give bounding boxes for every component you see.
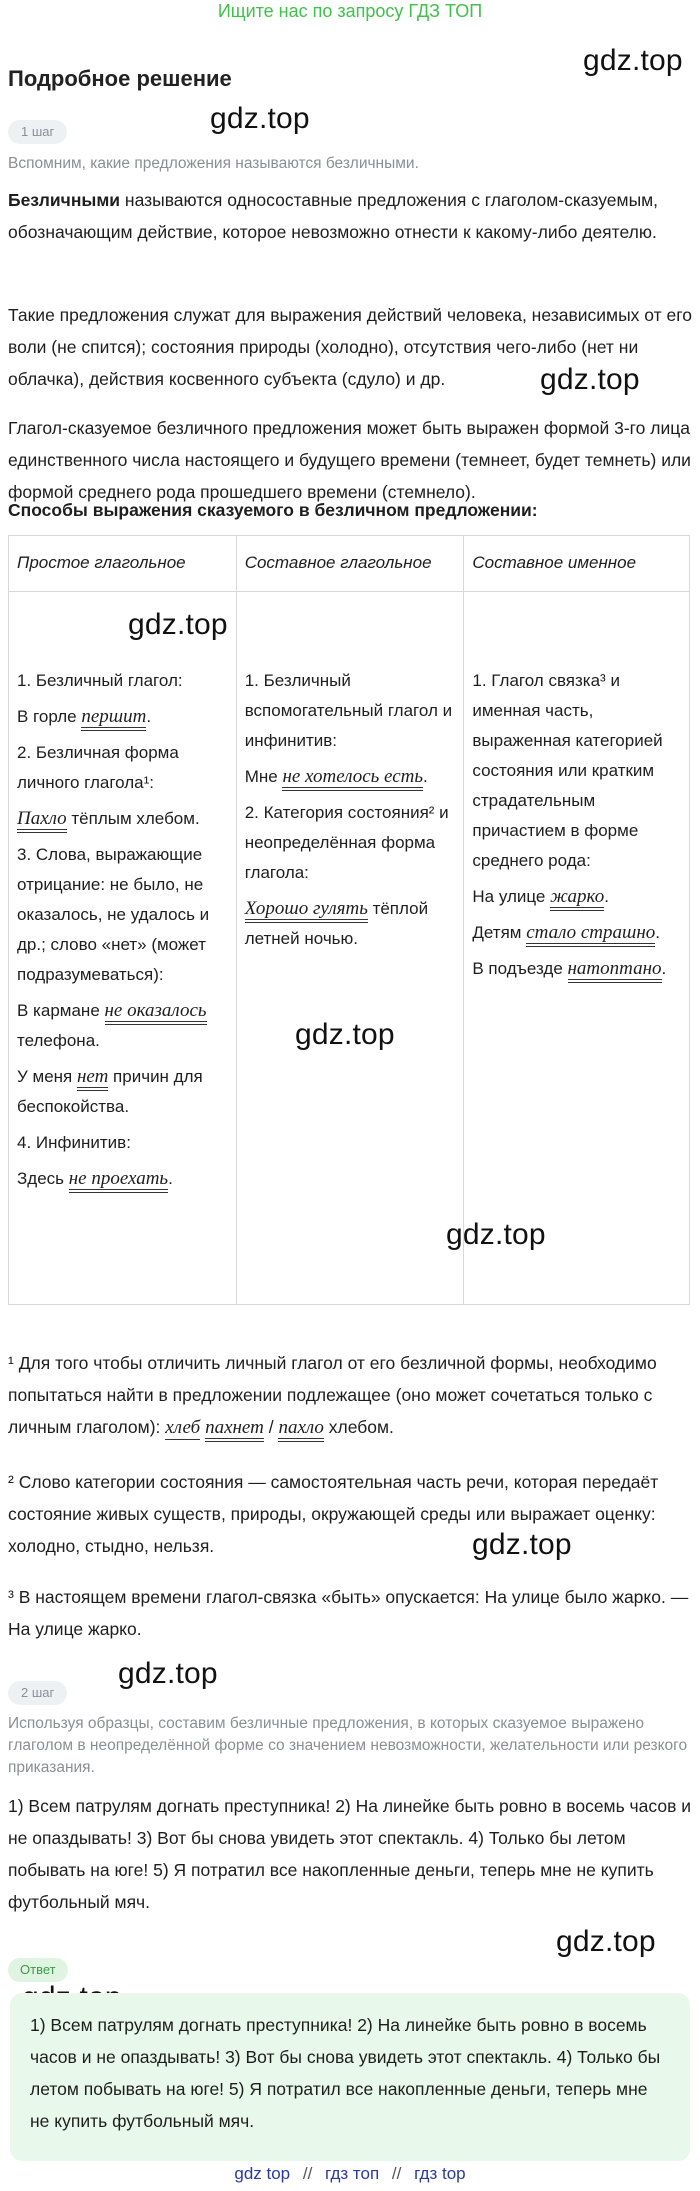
cell-example: Хорошо гулять тёплой летней ночью.	[244, 898, 429, 948]
predicate-types-table	[8, 535, 690, 1305]
cell-example: У меня нет причин для беспокойства.	[17, 1066, 203, 1116]
predicate-underline: жарко	[550, 886, 604, 911]
predicate-underline: натоптано	[568, 958, 662, 983]
footer-separator: //	[391, 2164, 402, 2183]
cell-example: В кармане не оказалось телефона.	[17, 1000, 207, 1050]
cell-example: В горле першит.	[17, 702, 228, 732]
footer-link[interactable]: gdz top	[234, 2164, 291, 2183]
predicate-underline: нет	[77, 1066, 108, 1091]
watermark: gdz.top	[210, 102, 310, 135]
table-title: Способы выражения сказуемого в безличном предложении:	[8, 500, 538, 520]
predicate-underline: Пахло	[17, 808, 67, 833]
predicate-underline: стало страшно	[526, 922, 655, 947]
cell-line: 1. Безличный вспомогательный глагол и инфинитив:	[244, 671, 453, 750]
cell-example: Пахло тёплым хлебом.	[17, 804, 228, 834]
cell-line: 3. Слова, выражающие отрицание: не было, не оказалось, не удалось и др.; слово «нет» (может подразумеваться):	[17, 845, 210, 984]
cell-example: На улице жарко.	[472, 882, 681, 912]
table-cell-compound-nominal	[464, 592, 690, 1305]
footnote-2: ² Слово категории состояния — самостоятельная часть речи, которая передаёт состояние живых существ, природы, окружающей среды или выражает оценку: холодно, стыдно, нельзя.	[8, 1472, 659, 1556]
step-intro: Вспомним, какие предложения называются безличными.	[8, 155, 419, 172]
predicate-underline: не проехать	[69, 1168, 168, 1193]
watermark: gdz.top	[128, 608, 228, 641]
watermark: gdz.top	[446, 1218, 546, 1251]
step-intro: Используя образцы, составим безличные предложения, в которых сказуемое выражено глаголом в неопределённой форме со значением невозможности, желательности или резкого приказания.	[8, 1715, 688, 1776]
cell-line: 2. Безличная форма личного глагола¹:	[17, 743, 179, 792]
usage-paragraph: Такие предложения служат для выражения действий человека, независимых от его воли (не спится); состояния природы (холодно), отсутствия чего-либо (нет ни облачка), действия косвенного субъекта (сдуло) и др.	[8, 305, 692, 389]
definition-paragraph	[8, 184, 694, 248]
predicate-underline: не оказалось	[105, 1000, 207, 1025]
watermark: gdz.top	[118, 1657, 218, 1690]
footer-link[interactable]: гдз top	[414, 2164, 466, 2183]
footnote-1: ¹ Для того чтобы отличить личный глагол от его безличной формы, необходимо попытаться найти в предложении подлежащее (оно может сочетаться только с личным глаголом): хлеб пахнет / пахло хлебом.	[8, 1347, 694, 1444]
footer-link[interactable]: гдз топ	[325, 2164, 380, 2183]
step-badge: 2 шаг	[8, 1681, 67, 1705]
cell-example: Детям стало страшно.	[472, 918, 681, 948]
predicate-underline: пахло	[278, 1417, 323, 1442]
cell-example: В подъезде натоптано.	[472, 954, 681, 984]
table-header: Составное именное	[464, 536, 690, 592]
answer-text: 1) Всем патрулям догнать преступника! 2) На линейке быть ровно в восемь часов и не опаздывать! 3) Вот бы снова увидеть этот спектакль. 4) Только бы летом побывать на юге! 5) Я потратил все накопленные деньги, теперь мне не купить футбольный мяч.	[30, 2015, 661, 2131]
predicate-underline: першит	[81, 706, 146, 731]
cell-example: Здесь не проехать.	[17, 1164, 228, 1194]
top-search-link[interactable]: Ищите нас по запросу ГДЗ ТОП	[217, 1, 483, 21]
watermark: gdz.top	[556, 1925, 656, 1958]
step-solution-text: 1) Всем патрулям догнать преступника! 2) На линейке быть ровно в восемь часов и не опаздывать! 3) Вот бы снова увидеть этот спектакль. 4) Только бы летом побывать на юге! 5) Я потратил все накопленные деньги, теперь мне не купить футбольный мяч.	[8, 1796, 692, 1912]
table-header: Составное глагольное	[236, 536, 464, 592]
cell-example: Мне не хотелось есть.	[245, 762, 456, 792]
footer-links	[0, 2164, 700, 2184]
watermark: gdz.top	[583, 44, 683, 77]
answer-box	[10, 1993, 690, 2161]
cell-line: 1. Глагол связка³ и именная часть, выраженная категорией состояния или кратким страдательным причастием в форме среднего рода:	[472, 671, 663, 870]
watermark: gdz.top	[295, 1018, 395, 1051]
definition-term: Безличными	[8, 190, 121, 210]
subject-underline: хлеб	[165, 1417, 201, 1438]
table-cell-compound-verbal	[236, 592, 464, 1305]
predicate-underline: пахнет	[205, 1417, 264, 1442]
watermark: gdz.top	[472, 1528, 572, 1561]
cell-line: 2. Категория состояния² и неопределённая форма глагола:	[244, 803, 449, 882]
footer-separator: //	[302, 2164, 313, 2183]
table-header: Простое глагольное	[9, 536, 237, 592]
predicate-underline: Хорошо гулять	[245, 898, 368, 923]
table-cell-simple-verbal	[9, 592, 237, 1305]
step-badge: 1 шаг	[8, 120, 67, 144]
predicate-paragraph: Глагол-сказуемое безличного предложения может быть выражен формой 3-го лица единственного числа настоящего и будущего времени (темнеет, будет темнеть) или формой среднего рода прошедшего времени (стемнело).	[8, 418, 691, 502]
watermark: gdz.top	[540, 363, 640, 396]
section-title: Подробное решение	[8, 66, 232, 91]
cell-line: 1. Безличный глагол:	[17, 671, 183, 690]
predicate-underline: не хотелось есть	[282, 766, 423, 791]
cell-line: 4. Инфинитив:	[17, 1133, 131, 1152]
footnote-3: ³ В настоящем времени глагол-связка «быть» опускается: На улице было жарко. — На улице жарко.	[8, 1587, 689, 1639]
answer-badge: Ответ	[8, 1958, 68, 1982]
definition-text: называются односоставные предложения с глаголом-сказуемым, обозначающим действие, которое невозможно отнести к какому-либо деятелю.	[8, 190, 659, 242]
